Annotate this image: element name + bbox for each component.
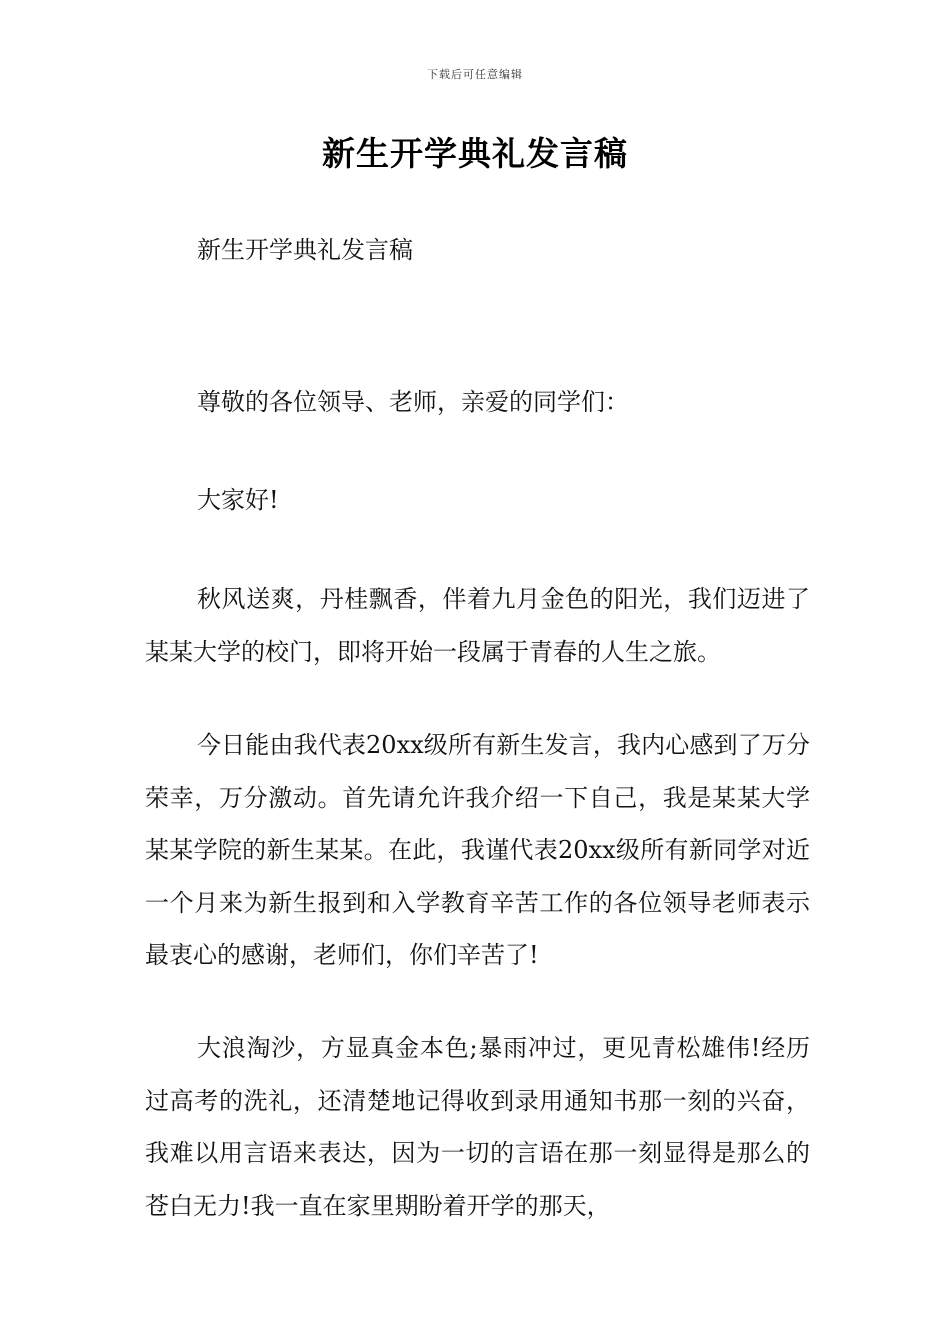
paragraph-introduction: 今日能由我代表20xx级所有新生发言，我内心感到了万分荣幸，万分激动。首先请允许我介绍一下自己，我是某某大学某某学院的新生某某。在此，我谨代表20xx级所有新同学对近一个月来为新生报到和入学教育辛苦工作的各位领导老师表示最衷心的感谢，老师们，你们辛苦了! <box>145 731 810 969</box>
paragraph-subtitle: 新生开学典礼发言稿 <box>197 236 413 264</box>
header-note: 下载后可任意编辑 <box>427 68 523 81</box>
paragraph-exam: 大浪淘沙，方显真金本色;暴雨冲过，更见青松雄伟!经历过高考的洗礼，还清楚地记得收到录用通知书那一刻的兴奋，我难以用言语来表达，因为一切的言语在那一刻显得是那么的苍白无力!我一直在家里期盼着开学的那天， <box>145 1034 810 1220</box>
paragraph-hello: 大家好! <box>197 486 279 514</box>
paragraph-greeting: 尊敬的各位领导、老师，亲爱的同学们： <box>197 388 629 416</box>
paragraph-autumn: 秋风送爽，丹桂飘香，伴着九月金色的阳光，我们迈进了某某大学的校门，即将开始一段属于青春的人生之旅。 <box>145 585 810 666</box>
page-title: 新生开学典礼发言稿 <box>322 134 628 173</box>
